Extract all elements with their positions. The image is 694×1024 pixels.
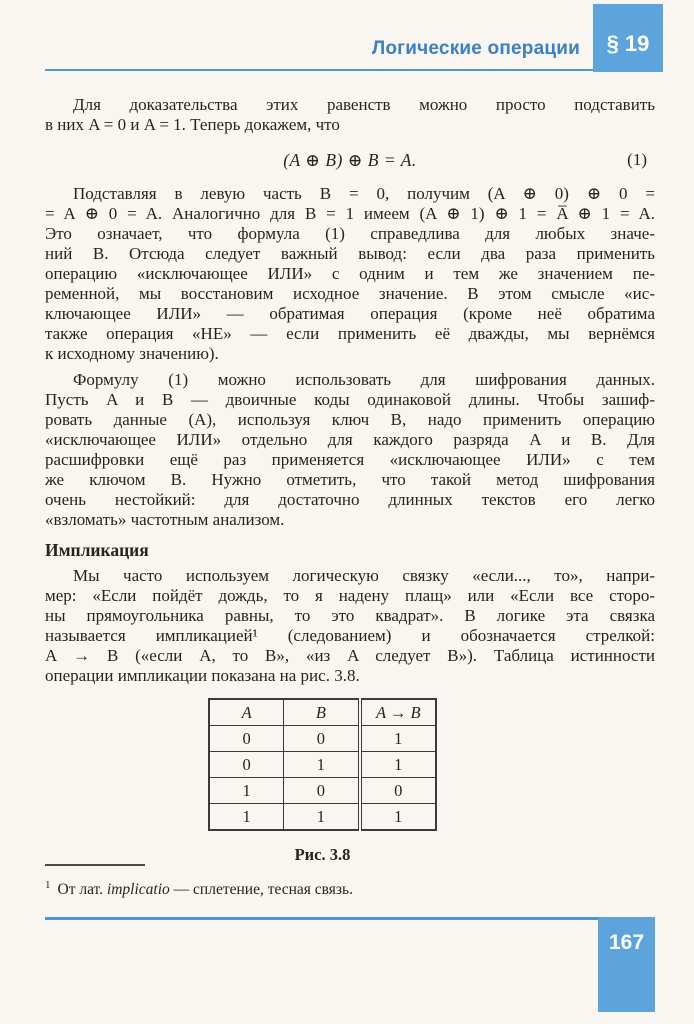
table-cell: 0 xyxy=(284,778,360,804)
chapter-title: Логические операции xyxy=(371,38,580,59)
table-cell: 0 xyxy=(360,778,436,804)
text-line: мер: «Если пойдёт дождь, то я надену плащ» или «Если все сторо- xyxy=(45,586,655,605)
text-line: называется импликацией¹ (следованием) и обозначается стрелкой: xyxy=(45,626,655,645)
footnote-text-after: — сплетение, тесная связь. xyxy=(169,881,353,899)
footnote-rule xyxy=(45,864,145,866)
table-cell: 0 xyxy=(209,726,284,752)
text-line: же ключом B. Нужно отметить, что такой метод шифрования xyxy=(45,470,655,489)
text-line: операции импликации показана на рис. 3.8. xyxy=(45,666,360,685)
text-line: Мы часто используем логическую связку «если..., то», напри- xyxy=(73,566,655,585)
table-cell: 1 xyxy=(360,726,436,752)
figure-caption: Рис. 3.8 xyxy=(294,845,351,864)
table-cell: 0 xyxy=(209,752,284,778)
text-line: «взломать» частотным анализом. xyxy=(45,510,285,529)
footnote-marker: 1 xyxy=(45,879,51,891)
paragraph-encryption xyxy=(45,370,655,530)
table-cell: 1 xyxy=(360,752,436,778)
text-line: = A ⊕ 0 = A. Аналогично для B = 1 имеем (A ⊕ 1) ⊕ 1 = A̅ ⊕ 1 = A. xyxy=(45,204,655,223)
text-line: очень нестойкий: для достаточно длинных текстов его легко xyxy=(45,490,655,509)
table-row xyxy=(209,752,436,778)
table-cell: 1 xyxy=(284,804,360,831)
footnote xyxy=(45,876,655,899)
figure-3-8 xyxy=(208,698,437,865)
table-cell: 1 xyxy=(209,804,284,831)
text-line: «исключающее ИЛИ» отдельно для каждого разряда A и B. Для xyxy=(45,430,655,449)
text-line: в них A = 0 и A = 1. Теперь докажем, что xyxy=(45,115,340,134)
table-cell: 1 xyxy=(284,752,360,778)
table-header-row xyxy=(209,699,436,726)
text-line: операцию «исключающее ИЛИ» с одним и тем же значением пе- xyxy=(45,264,655,283)
header-rule xyxy=(45,69,593,71)
footer-rule xyxy=(45,917,598,920)
footnote-text-before: От лат. xyxy=(57,881,107,899)
paragraph-substitution xyxy=(45,184,655,364)
table-header-cell: B xyxy=(284,699,360,726)
table-row xyxy=(209,778,436,804)
text-line: ключающее ИЛИ» — обратимая операция (кроме неё обратима xyxy=(45,304,655,323)
formula-xor-identity: (A ⊕ B) ⊕ B = A. xyxy=(283,150,417,170)
footnote-latin-term: implicatio xyxy=(106,881,170,899)
text-line: к исходному значению). xyxy=(45,344,219,363)
text-line: Формулу (1) можно использовать для шифрования данных. xyxy=(73,370,655,389)
text-line: Подставляя в левую часть B = 0, получим (A ⊕ 0) ⊕ 0 = xyxy=(73,184,655,203)
text-line: расшифровки ещё раз применяется «исключающее ИЛИ» с тем xyxy=(45,450,655,469)
formula-number: (1) xyxy=(627,150,647,169)
table-cell: 0 xyxy=(284,726,360,752)
table-header-cell: A → B xyxy=(360,699,436,726)
text-line: ровать данные (A), используя ключ B, надо применить операцию xyxy=(45,410,655,429)
text-line: ременной, мы восстановим исходное значение. В этом смысле «ис- xyxy=(45,284,655,303)
text-line: также операция «НЕ» — если применить её дважды, мы вернёмся xyxy=(45,324,655,343)
section-heading-implication: Импликация xyxy=(45,540,149,560)
page-body xyxy=(45,95,655,865)
display-formula xyxy=(45,149,655,171)
section-badge: § 19 xyxy=(593,4,663,72)
text-line: Это означает, что формула (1) справедлива для любых значе- xyxy=(45,224,655,243)
text-line: ний B. Отсюда следует важный вывод: если два раза применить xyxy=(45,244,655,263)
paragraph-implication xyxy=(45,566,655,686)
text-line: Для доказательства этих равенств можно просто подставить xyxy=(73,95,655,114)
table-row xyxy=(209,726,436,752)
text-line: ны прямоугольника равны, то это квадрат». В логике эта связка xyxy=(45,606,655,625)
paragraph-proof-intro xyxy=(45,95,655,135)
truth-table-implication xyxy=(208,698,437,831)
table-cell: 1 xyxy=(360,804,436,831)
table-header-cell: A xyxy=(209,699,284,726)
table-row xyxy=(209,804,436,831)
table-cell: 1 xyxy=(209,778,284,804)
text-line: Пусть A и B — двоичные коды одинаковой длины. Чтобы зашиф- xyxy=(45,390,655,409)
page-number: 167 xyxy=(598,917,655,1012)
text-line: A → B («если A, то B», «из A следует B»). Таблица истинности xyxy=(45,646,655,665)
